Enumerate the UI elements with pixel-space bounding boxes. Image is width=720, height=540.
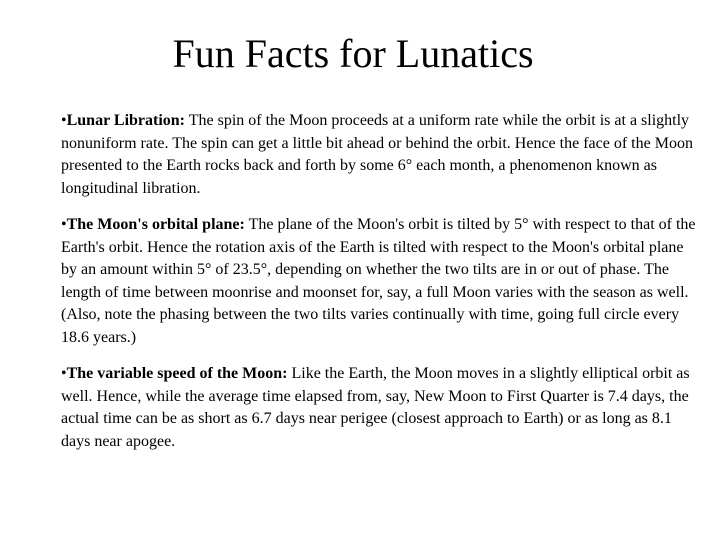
slide-title: Fun Facts for Lunatics <box>172 31 534 76</box>
bullet-char: • <box>61 365 67 382</box>
bullet-paragraph-orbital-plane <box>61 214 701 349</box>
bullet-text: Like the Earth, the Moon moves in a slightly elliptical orbit as well. Hence, while the average time elapsed from, say, New Moon to First Quarter is 7.4 days, the actual time can be as short as 6.7 days near perigee (closest approach to Earth) or as long as 8.1 days near apogee. <box>61 365 690 450</box>
bullet-paragraph-variable-speed <box>61 363 701 453</box>
bullet-text: The spin of the Moon proceeds at a uniform rate while the orbit is at a slightly nonuniform rate. The spin can get a little bit ahead or behind the orbit. Hence the face of the Moon presented to the Earth rocks back and forth by some 6° each month, a phenomenon known as longitudinal libration. <box>61 112 693 197</box>
bullet-term: Lunar Libration: <box>66 112 186 129</box>
bullet-paragraph-libration <box>61 110 701 200</box>
bullet-char: • <box>61 112 67 129</box>
bullet-char: • <box>61 216 67 233</box>
bullet-term: The Moon's orbital plane: <box>66 216 245 233</box>
slide-body <box>61 110 701 467</box>
bullet-text: The plane of the Moon's orbit is tilted by 5° with respect to that of the Earth's orbit. Hence the rotation axis of the Earth is tilted with respect to the Moon's orbital plane by an amount within 5° of 23.5°, depending on whether the two tilts are in or out of phase. The length of time between moonrise and moonset for, say, a full Moon varies with the season as well. (Also, note the phasing between the two tilts varies continually with time, going full circle every 18.6 years.) <box>61 216 696 346</box>
bullet-term: The variable speed of the Moon: <box>66 365 288 382</box>
